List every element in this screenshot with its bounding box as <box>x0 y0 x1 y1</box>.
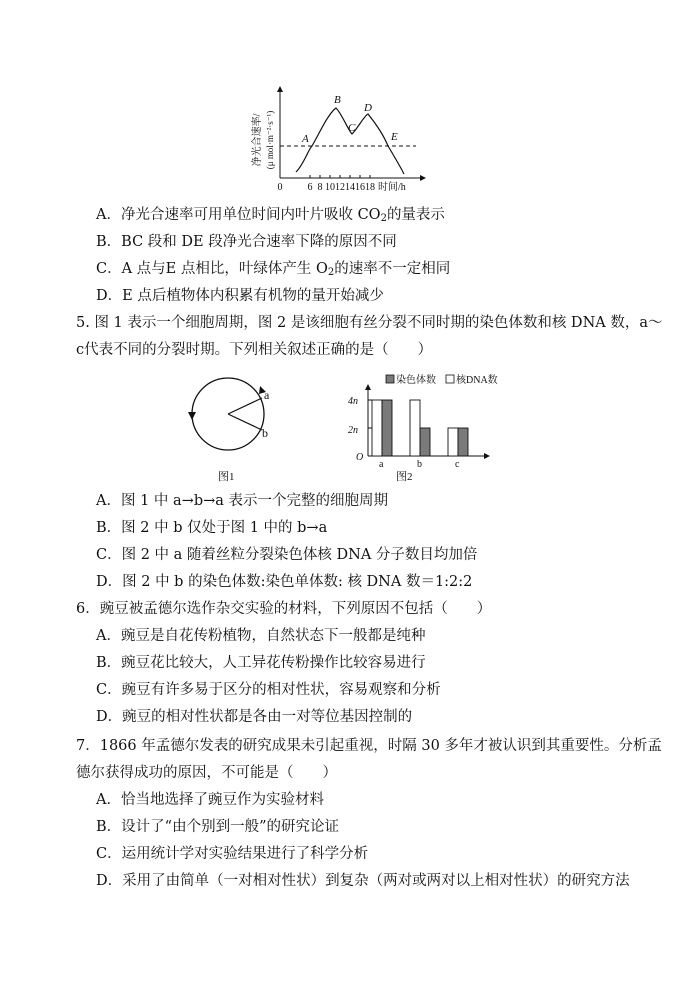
q5-option-c: C．图 2 中 a 随着丝粒分裂染色体核 DNA 分子数目均加倍 <box>96 547 478 563</box>
fig2-ytick-2n: 2n <box>348 425 358 436</box>
graph-xtick-12: 12 <box>335 182 345 193</box>
graph-xlabel: 时间/h <box>378 182 406 193</box>
graph-ylabel-1: 净光合速率/ <box>252 113 263 167</box>
graph-ylabel-2: (μ mol·m⁻²·s⁻¹) <box>265 110 275 170</box>
graph-point-c: C <box>348 122 356 134</box>
fig2-ytick-o: O <box>356 452 364 463</box>
q4-option-b: B．BC 段和 DE 段净光合速率下降的原因不同 <box>96 234 397 250</box>
fig2-legend-dna: 核DNA数 <box>456 375 498 386</box>
graph-xtick-14: 14 <box>345 182 355 193</box>
q6-option-b: B．豌豆花比较大，人工异花传粉操作比较容易进行 <box>96 655 426 671</box>
bar-b-dna <box>410 400 420 456</box>
q7-option-a: A．恰当地选择了豌豆作为实验材料 <box>96 792 324 808</box>
q6-option-d: D．豌豆的相对性状都是各由一对等位基因控制的 <box>96 709 413 725</box>
graph-xtick-16: 16 <box>355 182 365 193</box>
graph-point-a: A <box>302 133 309 145</box>
graph-point-b: B <box>334 94 341 106</box>
fig1-label-b: b <box>262 426 268 440</box>
cell-cycle-figure <box>186 370 286 486</box>
graph-point-e: E <box>391 131 398 143</box>
photosynthesis-graph <box>244 84 464 196</box>
fig2-cat-b: b <box>417 459 422 470</box>
q6-option-a: A．豌豆是自花传粉植物，自然状态下一般都是纯种 <box>96 628 426 644</box>
fig2-caption: 图2 <box>396 471 413 483</box>
fig1-caption: 图1 <box>218 471 235 483</box>
q5-stem-1: 5. 图 1 表示一个细胞周期，图 2 是该细胞有丝分裂不同时期的染色体数和核 DNA 数，a～ <box>76 315 663 331</box>
q5-option-b: B．图 2 中 b 仅处于图 1 中的 b→a <box>96 520 328 536</box>
graph-xtick-10: 10 <box>325 182 335 193</box>
q6-stem: 6．豌豆被孟德尔选作杂交实验的材料，下列原因不包括（ ） <box>76 601 492 617</box>
q5-option-d: D．图 2 中 b 的染色体数:染色单体数: 核 DNA 数＝1:2:2 <box>96 574 473 590</box>
fig2-ytick-4n: 4n <box>348 396 358 407</box>
graph-xtick-0: 0 <box>277 182 283 193</box>
fig2-cat-c: c <box>455 459 460 470</box>
q4-option-d: D．E 点后植物体内积累有机物的量开始减少 <box>96 288 384 304</box>
q5-stem-2: c代表不同的分裂时期。下列相关叙述正确的是（ ） <box>76 342 433 358</box>
bar-a-chromosome <box>382 400 392 456</box>
photosynthesis-curve <box>296 108 404 174</box>
chromosome-dna-chart <box>340 370 500 486</box>
fig1-label-a: a <box>264 388 270 402</box>
q7-option-b: B．设计了“由个别到一般”的研究论证 <box>96 819 339 835</box>
bar-c-dna <box>448 428 458 456</box>
bar-b-chromosome <box>420 428 430 456</box>
fig2-cat-a: a <box>379 459 384 470</box>
bar-c-chromosome <box>458 428 468 456</box>
graph-point-d: D <box>364 102 372 114</box>
q4-option-a: A．净光合速率可用单位时间内叶片吸收 $CO_2$的量表示 <box>96 207 445 224</box>
graph-xtick-8: 8 <box>317 182 323 193</box>
q7-stem-2: 德尔获得成功的原因，不可能是（ ） <box>76 765 337 781</box>
q7-option-c: C．运用统计学对实验结果进行了科学分析 <box>96 846 369 862</box>
fig2-legend-chromosome: 染色体数 <box>396 375 436 386</box>
graph-xtick-18: 18 <box>365 182 375 193</box>
q4-option-c: C．A 点与E 点相比，叶绿体产生 $O_2$的速率不一定相同 <box>96 261 451 278</box>
graph-xtick-6: 6 <box>307 182 313 193</box>
q7-stem-1: 7．1866 年孟德尔发表的研究成果未引起重视，时隔 30 多年才被认识到其重要性。分析孟 <box>76 738 662 754</box>
q7-option-d: D．采用了由简单（一对相对性状）到复杂（两对或两对以上相对性状）的研究方法 <box>96 873 630 889</box>
q6-option-c: C．豌豆有许多易于区分的相对性状，容易观察和分析 <box>96 682 441 698</box>
bar-a-dna <box>372 400 382 456</box>
q5-option-a: A．图 1 中 a→b→a 表示一个完整的细胞周期 <box>96 493 389 509</box>
